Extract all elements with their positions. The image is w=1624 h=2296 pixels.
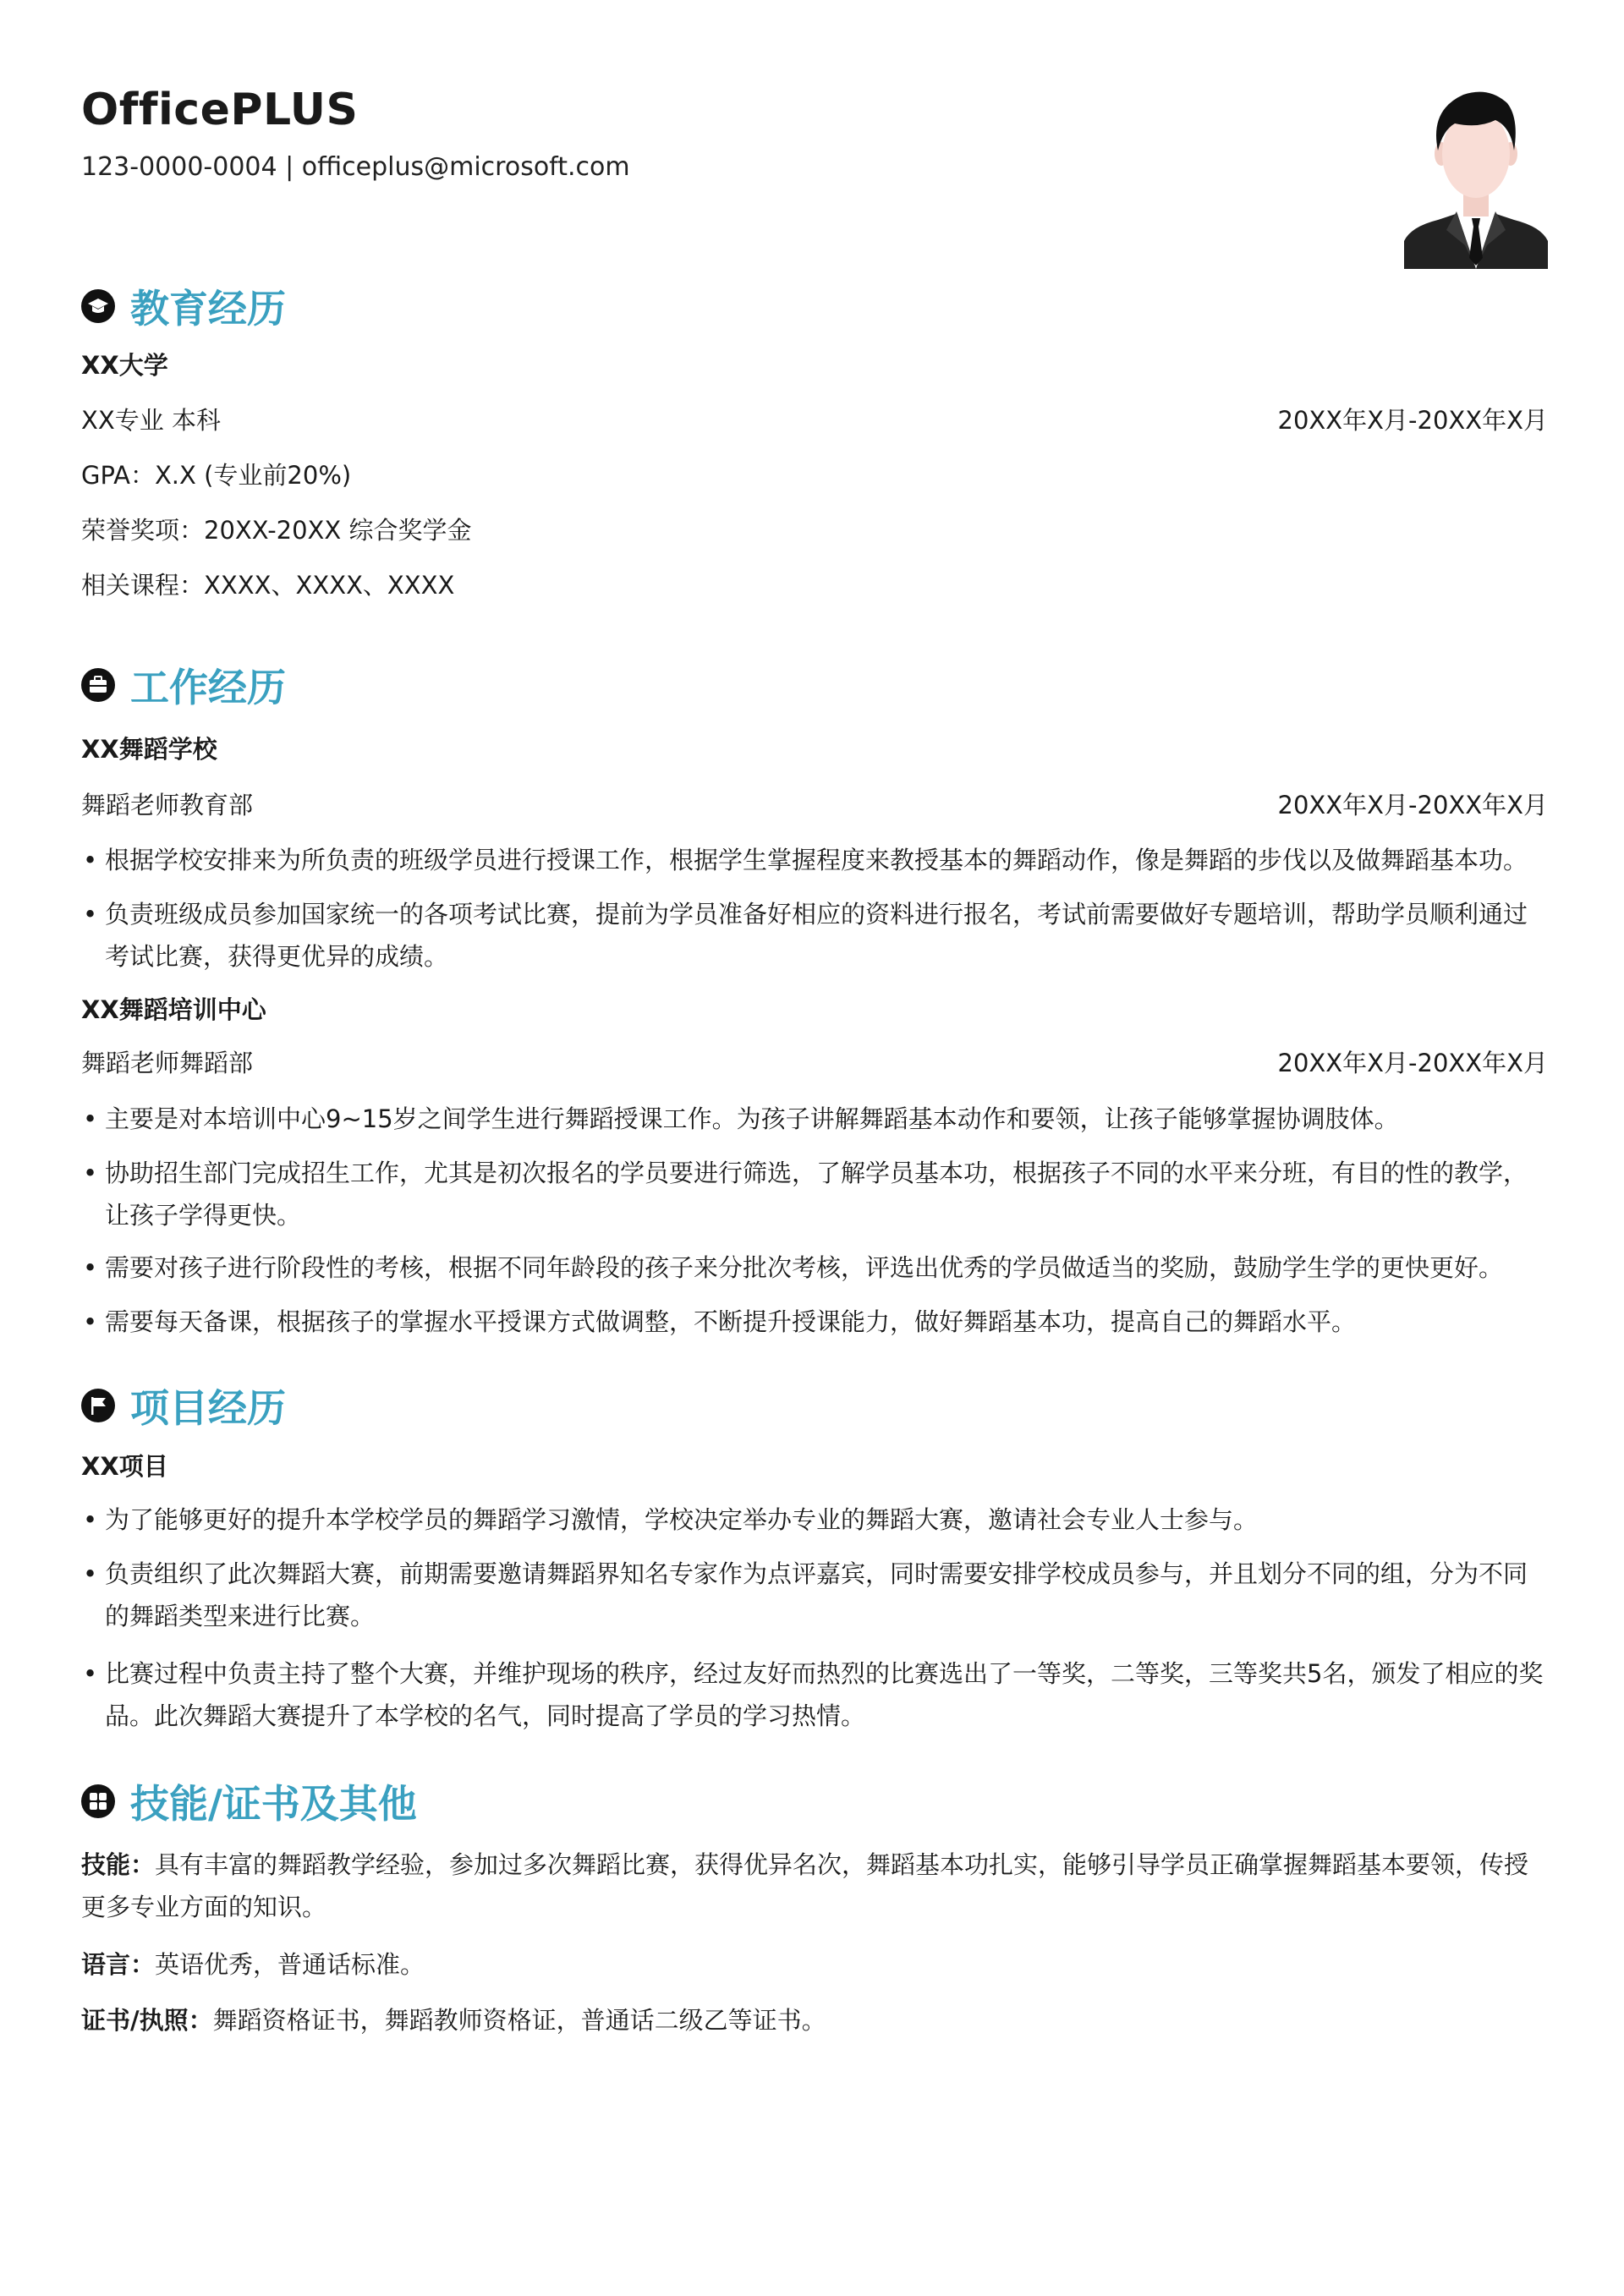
- skills-label: 技能：: [81, 1850, 156, 1879]
- skills-paragraph: [81, 1844, 1548, 1928]
- job-date: 20XX年X月-20XX年X月: [1277, 1049, 1548, 1077]
- project-section-header: [81, 1378, 286, 1433]
- skills-title: 技能/证书及其他: [130, 1781, 417, 1827]
- job-role: 舞蹈老师舞蹈部: [81, 1049, 254, 1077]
- briefcase-icon: [81, 668, 115, 702]
- project-title: 项目经历: [130, 1385, 286, 1431]
- work-title: 工作经历: [130, 665, 286, 710]
- education-major: XX专业 本科: [81, 406, 221, 435]
- cert-text: 舞蹈资格证书，舞蹈教师资格证，普通话二级乙等证书。: [212, 2006, 826, 2035]
- avatar: [1404, 85, 1548, 269]
- job-company: XX舞蹈培训中心: [81, 995, 266, 1024]
- cert-label: 证书/执照：: [81, 2006, 213, 2035]
- job-date: 20XX年X月-20XX年X月: [1277, 791, 1548, 819]
- flag-icon: [81, 1389, 115, 1422]
- education-date: 20XX年X月-20XX年X月: [1277, 406, 1548, 435]
- job-bullet: • 根据学校安排来为所负责的班级学员进行授课工作，根据学生掌握程度来教授基本的舞蹈动作，像是舞蹈的步伐以及做舞蹈基本功。: [81, 839, 1548, 881]
- education-school: XX大学: [81, 351, 168, 380]
- project-bullet: • 比赛过程中负责主持了整个大赛，并维护现场的秩序，经过友好而热烈的比赛选出了一等奖，二等奖，三等奖共5名，颁发了相应的奖品。此次舞蹈大赛提升了本学校的名气，同时提高了学员的学习热情。: [81, 1652, 1548, 1737]
- education-honors: 荣誉奖项：20XX-20XX 综合奖学金: [81, 516, 472, 545]
- education-title: 教育经历: [130, 286, 286, 332]
- project-bullet: • 负责组织了此次舞蹈大赛，前期需要邀请舞蹈界知名专家作为点评嘉宾，同时需要安排学校成员参与，并且划分不同的组，分为不同的舞蹈类型来进行比赛。: [81, 1553, 1548, 1637]
- contact-info: 123-0000-0004 | officeplus@microsoft.com: [81, 152, 630, 182]
- project-name: XX项目: [81, 1452, 168, 1481]
- project-bullet: • 为了能够更好的提升本学校学员的舞蹈学习激情，学校决定举办专业的舞蹈大赛，邀请社会专业人士参与。: [81, 1499, 1548, 1541]
- skills-section-header: [81, 1774, 417, 1828]
- job-bullet: • 协助招生部门完成招生工作，尤其是初次报名的学员要进行筛选，了解学员基本功，根据孩子不同的水平来分班，有目的性的教学，让孩子学得更快。: [81, 1152, 1548, 1236]
- job-bullet: • 需要对孩子进行阶段性的考核，根据不同年龄段的孩子来分批次考核，评选出优秀的学员做适当的奖励，鼓励学生学的更快更好。: [81, 1247, 1548, 1289]
- candidate-name: OfficePLUS: [81, 85, 359, 135]
- grid-icon: [81, 1784, 115, 1818]
- education-courses: 相关课程：XXXX、XXXX、XXXX: [81, 571, 455, 600]
- work-section-header: [81, 658, 286, 712]
- job-bullet: • 主要是对本培训中心9~15岁之间学生进行舞蹈授课工作。为孩子讲解舞蹈基本动作和要领，让孩子能够掌握协调肢体。: [81, 1098, 1548, 1140]
- education-section-header: [81, 279, 286, 333]
- language-label: 语言：: [81, 1950, 156, 1979]
- job-bullet: • 负责班级成员参加国家统一的各项考试比赛，提前为学员准备好相应的资料进行报名，考试前需要做好专题培训，帮助学员顺利通过考试比赛，获得更优异的成绩。: [81, 893, 1548, 978]
- job-company: XX舞蹈学校: [81, 735, 217, 764]
- job-bullet: • 需要每天备课，根据孩子的掌握水平授课方式做调整，不断提升授课能力，做好舞蹈基本功，提高自己的舞蹈水平。: [81, 1301, 1548, 1343]
- education-gpa: GPA：X.X (专业前20%): [81, 461, 352, 490]
- language-paragraph: [81, 1943, 1548, 1986]
- cert-paragraph: [81, 1999, 1548, 2041]
- skills-text: 具有丰富的舞蹈教学经验，参加过多次舞蹈比赛，获得优异名次，舞蹈基本功扎实，能够引导学员正确掌握舞蹈基本要领，传授更多专业方面的知识。: [81, 1850, 1529, 1921]
- graduation-cap-icon: [81, 289, 115, 323]
- language-text: 英语优秀，普通话标准。: [155, 1950, 425, 1979]
- job-role: 舞蹈老师教育部: [81, 791, 254, 819]
